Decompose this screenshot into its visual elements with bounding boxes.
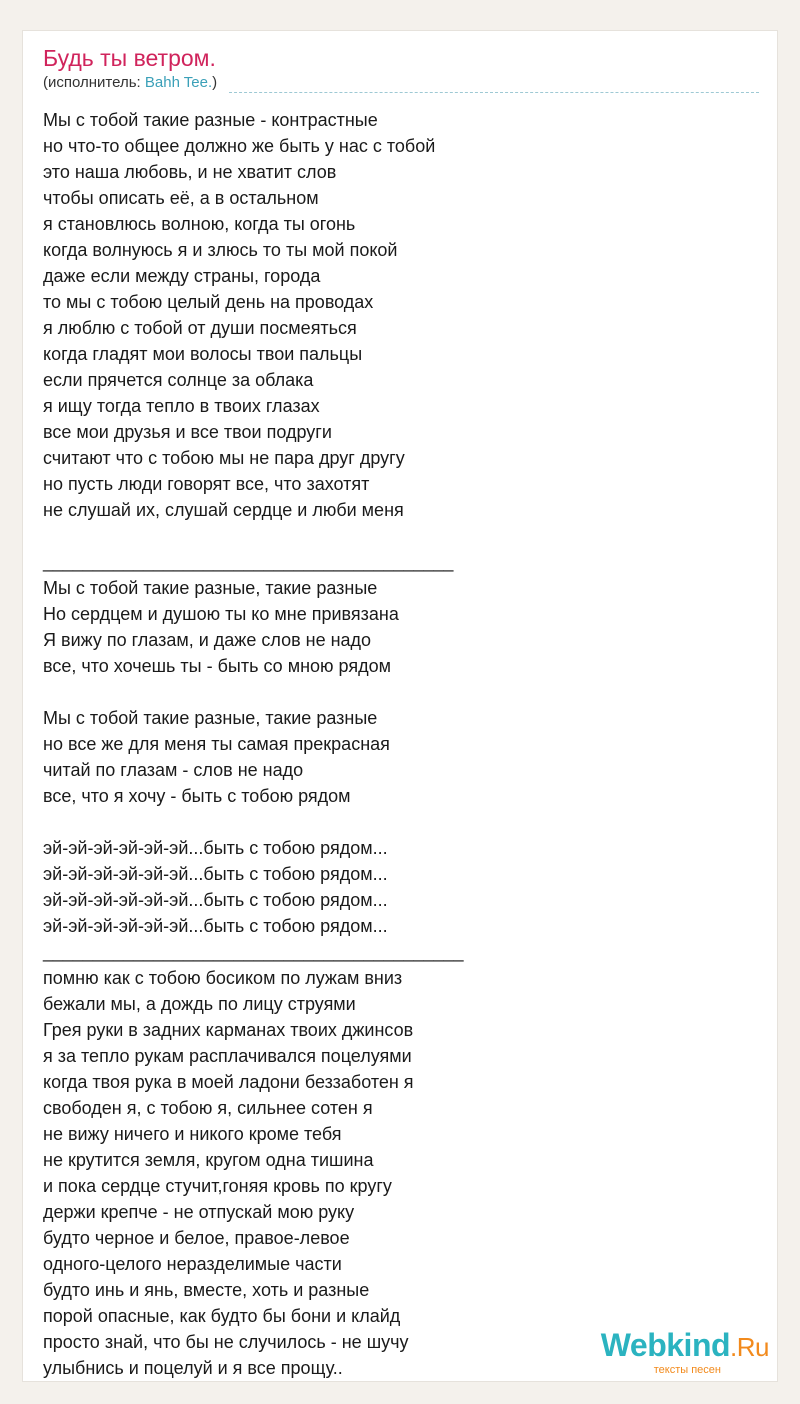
lyric-line: я становлюсь волною, когда ты огонь [43, 214, 356, 234]
lyric-line: я ищу тогда тепло в твоих глазах [43, 396, 320, 416]
lyric-line: когда гладят мои волосы твои пальцы [43, 344, 363, 364]
lyric-blank-line [43, 679, 763, 705]
lyric-line: улыбнись и поцелуй и я все прощу.. [43, 1358, 343, 1378]
lyrics-body [43, 107, 763, 1381]
lyric-line: чтобы описать её, а в остальном [43, 188, 319, 208]
lyric-blank-line [43, 523, 763, 549]
artist-prefix: (исполнитель: [43, 74, 145, 91]
artist-link[interactable]: Bahh Tee. [144, 74, 213, 91]
lyric-line: и пока сердце стучит,гоняя кровь по кругу [43, 1176, 392, 1196]
lyric-line: эй-эй-эй-эй-эй-эй...быть с тобою рядом... [43, 916, 388, 936]
lyric-blank-line [43, 809, 763, 835]
lyric-line: помню как с тобою босиком по лужам вниз [43, 968, 403, 988]
lyric-line: порой опасные, как будто бы бони и клайд [43, 1306, 401, 1326]
lyric-line: не слушай их, слушай сердце и люби меня [43, 500, 404, 520]
lyrics-card [22, 30, 778, 1382]
lyric-line: Но сердцем и душою ты ко мне привязана [43, 604, 399, 624]
lyric-line: Мы с тобой такие разные - контрастные [43, 110, 378, 130]
lyric-line: когда твоя рука в моей ладони беззаботен я [43, 1072, 414, 1092]
lyric-line: эй-эй-эй-эй-эй-эй...быть с тобою рядом... [43, 864, 388, 884]
logo-tagline: тексты песен [653, 1364, 721, 1376]
lyric-line: одного-целого неразделимые части [43, 1254, 342, 1274]
lyric-line: считают что с тобою мы не пара друг другу [43, 448, 405, 468]
lyric-line: все, что я хочу - быть с тобою рядом [43, 786, 351, 806]
lyric-line: эй-эй-эй-эй-эй-эй...быть с тобою рядом... [43, 838, 388, 858]
lyric-line: не крутится земля, кругом одна тишина [43, 1150, 374, 1170]
lyric-line: но все же для меня ты самая прекрасная [43, 734, 390, 754]
logo-main-text: Webkind [600, 1327, 731, 1363]
artist-suffix: ) [212, 74, 218, 91]
lyric-line: Грея руки в задних карманах твоих джинсов [43, 1020, 414, 1040]
lyric-line: то мы с тобою целый день на проводах [43, 292, 374, 312]
lyric-line: если прячется солнце за облака [43, 370, 314, 390]
lyric-line: я люблю с тобой от души посмеяться [43, 318, 357, 338]
lyric-line: все мои друзья и все твои подруги [43, 422, 332, 442]
lyric-line: __________________________________________ [43, 942, 464, 962]
lyric-line: просто знай, что бы не случилось - не шучу [43, 1332, 409, 1352]
lyric-line: эй-эй-эй-эй-эй-эй...быть с тобою рядом... [43, 890, 388, 910]
lyric-line: все, что хочешь ты - быть со мною рядом [43, 656, 391, 676]
lyric-line: читай по глазам - слов не надо [43, 760, 304, 780]
lyric-line: будто черное и белое, правое-левое [43, 1228, 350, 1248]
header-divider [229, 92, 759, 93]
lyric-line: свободен я, с тобою я, сильнее сотен я [43, 1098, 373, 1118]
logo-suffix: .Ru [730, 1332, 769, 1362]
artist-line [43, 74, 217, 92]
lyric-line: Я вижу по глазам, и даже слов не надо [43, 630, 372, 650]
lyric-line: я за тепло рукам расплачивался поцелуями [43, 1046, 412, 1066]
lyric-line: Мы с тобой такие разные, такие разные [43, 708, 378, 728]
lyric-line: но пусть люди говорят все, что захотят [43, 474, 370, 494]
lyric-line: когда волнуюсь я и злюсь то ты мой покой [43, 240, 398, 260]
lyric-line: будто инь и янь, вместе, хоть и разные [43, 1280, 370, 1300]
lyric-line: даже если между страны, города [43, 266, 321, 286]
lyric-line: не вижу ничего и никого кроме тебя [43, 1124, 342, 1144]
logo-wordmark [569, 1327, 769, 1365]
site-logo[interactable] [569, 1327, 769, 1379]
lyric-line: держи крепче - не отпускай мою руку [43, 1202, 355, 1222]
lyric-line: Мы с тобой такие разные, такие разные [43, 578, 378, 598]
lyric-line: но что-то общее должно же быть у нас с тобой [43, 136, 436, 156]
lyric-line: бежали мы, а дождь по лицу струями [43, 994, 356, 1014]
lyric-line: _________________________________________ [43, 552, 454, 572]
song-title: Будь ты ветром. [43, 45, 216, 71]
lyric-line: это наша любовь, и не хватит слов [43, 162, 337, 182]
